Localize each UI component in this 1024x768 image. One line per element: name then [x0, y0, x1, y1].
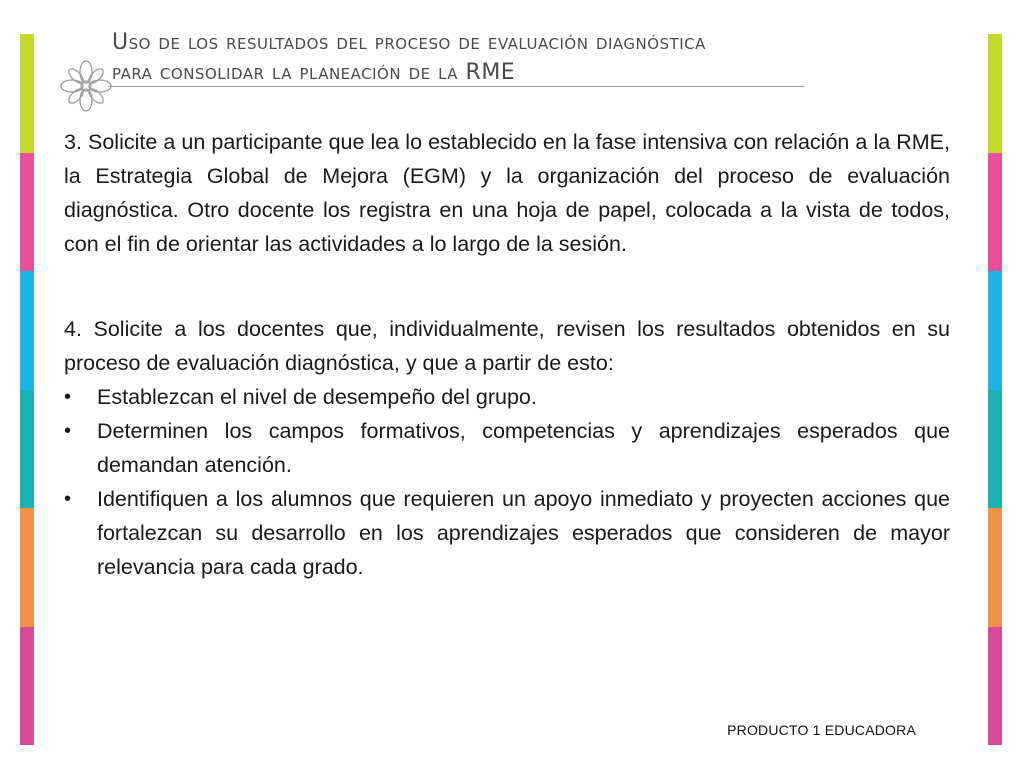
- title-underline: [108, 86, 804, 87]
- bullet-icon: •: [64, 488, 72, 510]
- stripe-segment: [988, 508, 1002, 627]
- stripe-segment: [988, 390, 1002, 509]
- bullet-text: Determinen los campos formativos, competencias y aprendizajes esperados que demandan atención.: [97, 419, 950, 477]
- title-line-2: para consolidar la planeación de la RME: [112, 60, 516, 85]
- bullet-icon: •: [64, 386, 72, 408]
- bullet-item: [64, 414, 950, 482]
- slide-title: [112, 28, 812, 88]
- bullet-item: [64, 482, 950, 584]
- stripe-segment: [988, 34, 1002, 153]
- slide-body: [64, 125, 950, 584]
- paragraph-4: 4. Solicite a los docentes que, individualmente, revisen los resultados obtenidos en su proceso de evaluación diagnóstica, y que a partir de esto:: [64, 317, 950, 375]
- lotus-ornament-icon: [58, 58, 114, 114]
- stripe-segment: [20, 271, 34, 390]
- stripe-segment: [988, 153, 1002, 272]
- stripe-segment: [20, 627, 34, 746]
- bullet-list: [64, 380, 950, 584]
- right-color-stripe: [988, 34, 1002, 745]
- paragraph-3: 3. Solicite a un participante que lea lo establecido en la fase intensiva con relación a la RME, la Estrategia Global de Mejora (EGM) y la organización del proceso de evaluación diagnóstica. Otro docente los registra en una hoja de papel, colocada a la vista de todos, con el fin de orientar las actividades a lo largo de la sesión.: [64, 130, 950, 256]
- title-line-1: Uso de los resultados del proceso de evaluación diagnóstica: [112, 30, 706, 55]
- stripe-segment: [20, 34, 34, 153]
- stripe-segment: [20, 390, 34, 509]
- stripe-segment: [20, 508, 34, 627]
- bullet-text: Identifiquen a los alumnos que requieren un apoyo inmediato y proyecten acciones que fortalezcan su desarrollo en los aprendizajes esperados que consideren de mayor relevancia para cada grado.: [97, 487, 950, 579]
- stripe-segment: [988, 627, 1002, 746]
- bullet-item: [64, 380, 950, 414]
- bullet-text: Establezcan el nivel de desempeño del grupo.: [97, 385, 537, 409]
- footer-label: PRODUCTO 1 EDUCADORA: [727, 722, 916, 738]
- stripe-segment: [988, 271, 1002, 390]
- left-color-stripe: [20, 34, 34, 745]
- stripe-segment: [20, 153, 34, 272]
- bullet-icon: •: [64, 420, 72, 442]
